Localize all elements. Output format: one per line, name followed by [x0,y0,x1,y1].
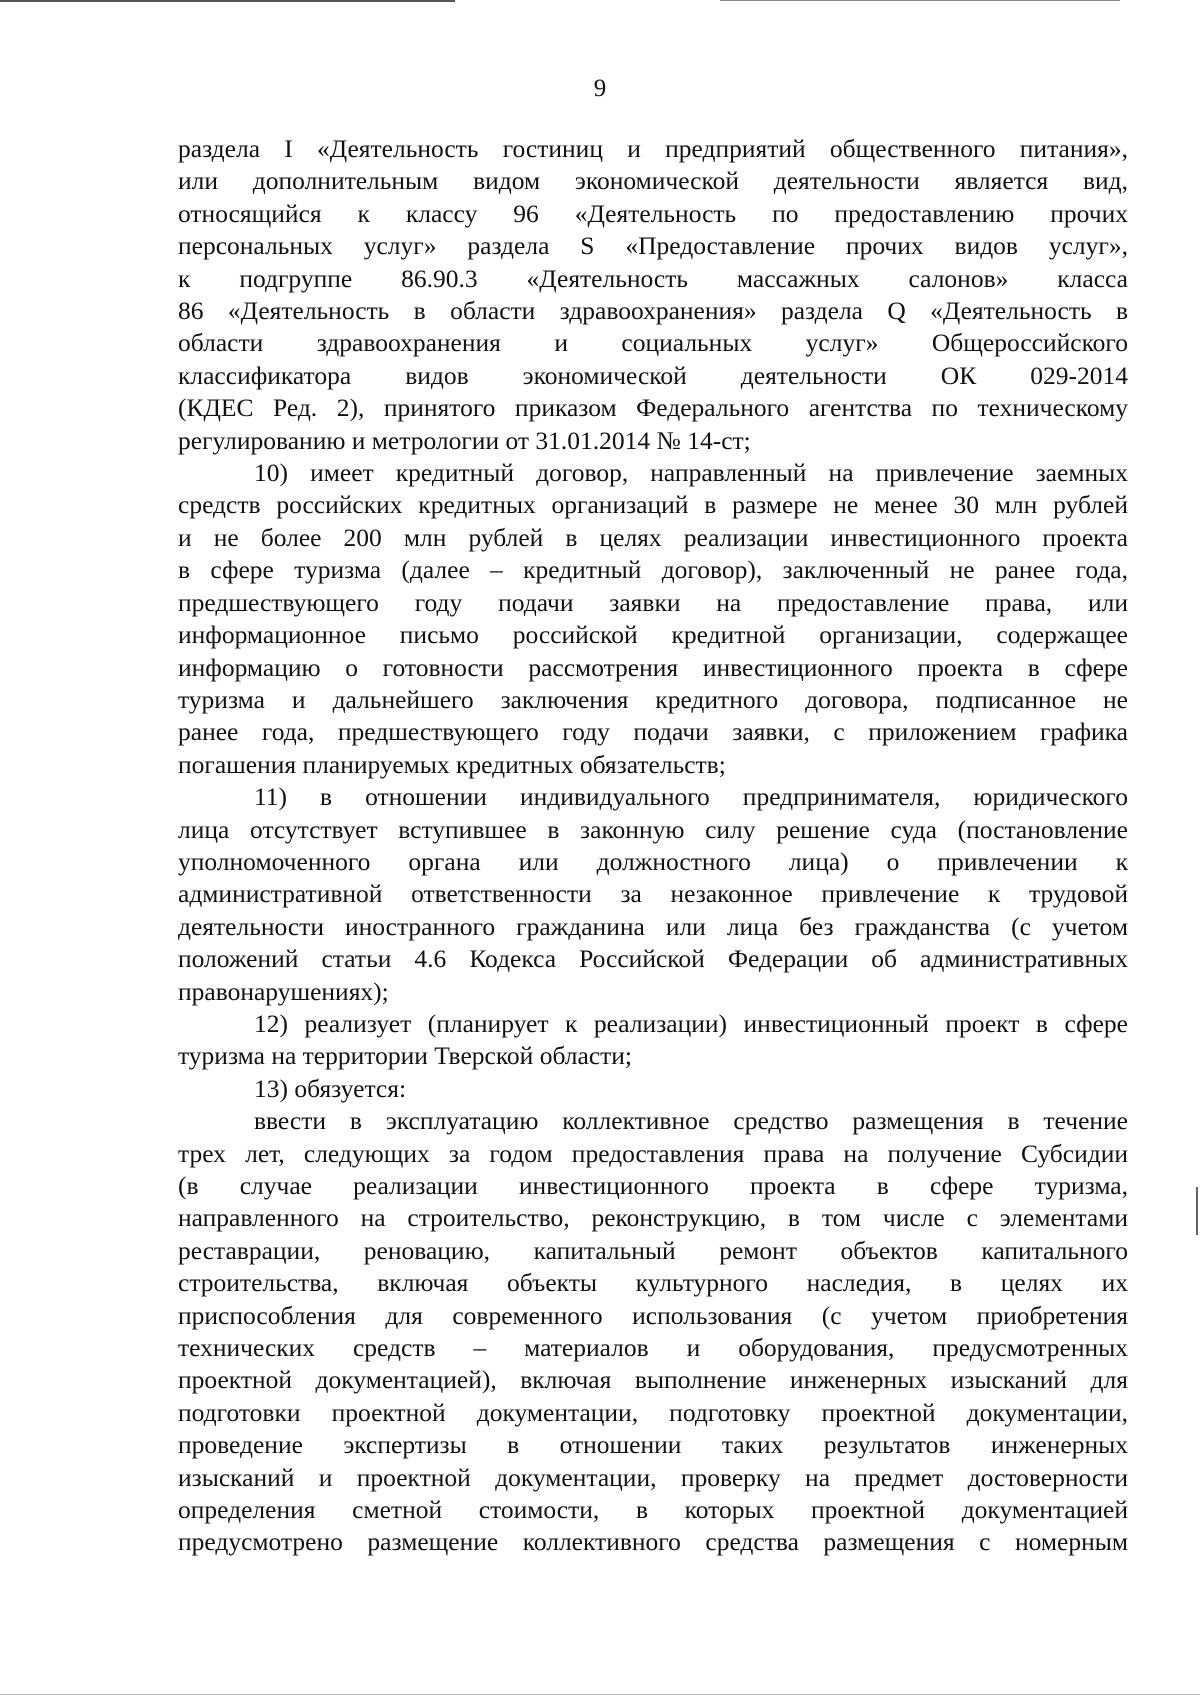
text-line: погашения планируемых кредитных обязательств; [178,749,726,779]
text-line: 13) обязуется: [254,1073,407,1103]
text-line: определения сметной стоимости, в которых проектной документацией [178,1495,1128,1525]
margin-mark [1196,1187,1198,1235]
text-line: к подгруппе 86.90.3 «Деятельность массажных салонов» класса [178,263,1128,293]
text-line: проведение экспертизы в отношении таких результатов инженерных [178,1430,1128,1460]
text-line: и не более 200 млн рублей в целях реализации инвестиционного проекта [178,522,1128,552]
text-line: 11) в отношении индивидуального предпринимателя, юридического [254,782,1128,812]
text-line: ранее года, предшествующего году подачи заявки, с приложением графика [178,717,1128,747]
text-line: 10) имеет кредитный договор, направленный на привлечение заемных [254,458,1128,488]
text-line: трех лет, следующих за годом предоставления права на получение Субсидии [178,1138,1128,1168]
text-line: направленного на строительство, реконструкцию, в том числе с элементами [178,1203,1128,1233]
document-body [178,133,1128,1559]
text-line: уполномоченного органа или должностного лица) о привлечении к [178,846,1128,876]
text-line: реставрации, реновацию, капитальный ремонт объектов капитального [178,1235,1128,1265]
scan-edge-line [0,1694,1200,1695]
text-line: средств российских кредитных организаций в размере не менее 30 млн рублей [178,490,1128,520]
text-line: (в случае реализации инвестиционного проекта в сфере туризма, [178,1171,1128,1200]
text-line: персональных услуг» раздела S «Предоставление прочих видов услуг», [178,231,1128,261]
scan-edge-line [0,0,455,2]
text-line: подготовки проектной документации, подготовку проектной документации, [178,1397,1128,1427]
text-line: туризма и дальнейшего заключения кредитного договора, подписанное не [178,684,1128,714]
text-line: проектной документацией), включая выполнение инженерных изысканий для [178,1365,1128,1395]
text-line: положений статьи 4.6 Кодекса Российской Федерации об административных [178,944,1128,974]
text-line: (КДЕС Ред. 2), принятого приказом Федерального агентства по техническому [178,393,1128,423]
text-line: лица отсутствует вступившее в законную силу решение суда (постановление [178,814,1128,844]
text-line: изысканий и проектной документации, проверку на предмет достоверности [178,1462,1128,1492]
text-line: области здравоохранения и социальных услуг» Общероссийского [178,328,1128,358]
text-line: туризма на территории Тверской области; [178,1041,633,1071]
text-line: административной ответственности за незаконное привлечение к трудовой [178,879,1128,909]
text-line: правонарушениях); [178,976,389,1006]
text-line: ввести в эксплуатацию коллективное средство размещения в течение [254,1106,1128,1136]
text-line: регулированию и метрологии от 31.01.2014 № 14-ст; [178,425,751,455]
text-line: относящийся к классу 96 «Деятельность по предоставлению прочих [178,198,1128,228]
text-line: предусмотрено размещение коллективного средства размещения с номерным [178,1527,1128,1557]
text-line: технических средств – материалов и оборудования, предусмотренных [178,1333,1128,1363]
text-line: классификатора видов экономической деятельности ОК 029-2014 [178,360,1128,390]
text-line: деятельности иностранного гражданина или лица без гражданства (с учетом [178,911,1128,941]
text-line: приспособления для современного использования (с учетом приобретения [178,1300,1128,1330]
text-line: предшествующего году подачи заявки на предоставление права, или [178,587,1128,617]
text-line: 86 «Деятельность в области здравоохранения» раздела Q «Деятельность в [178,296,1128,326]
text-line: информационное письмо российской кредитной организации, содержащее [178,620,1128,650]
text-line: 12) реализует (планирует к реализации) инвестиционный проект в сфере [254,1008,1128,1038]
text-line: строительства, включая объекты культурного наследия, в целях их [178,1268,1128,1298]
text-line: в сфере туризма (далее – кредитный договор), заключенный не ранее года, [178,555,1128,585]
text-line: раздела I «Деятельность гостиниц и предприятий общественного питания», [178,134,1128,163]
page-number: 9 [593,75,607,102]
scan-edge-line [720,0,1120,1]
text-line: информацию о готовности рассмотрения инвестиционного проекта в сфере [178,652,1128,682]
text-line: или дополнительным видом экономической деятельности является вид, [178,166,1128,196]
